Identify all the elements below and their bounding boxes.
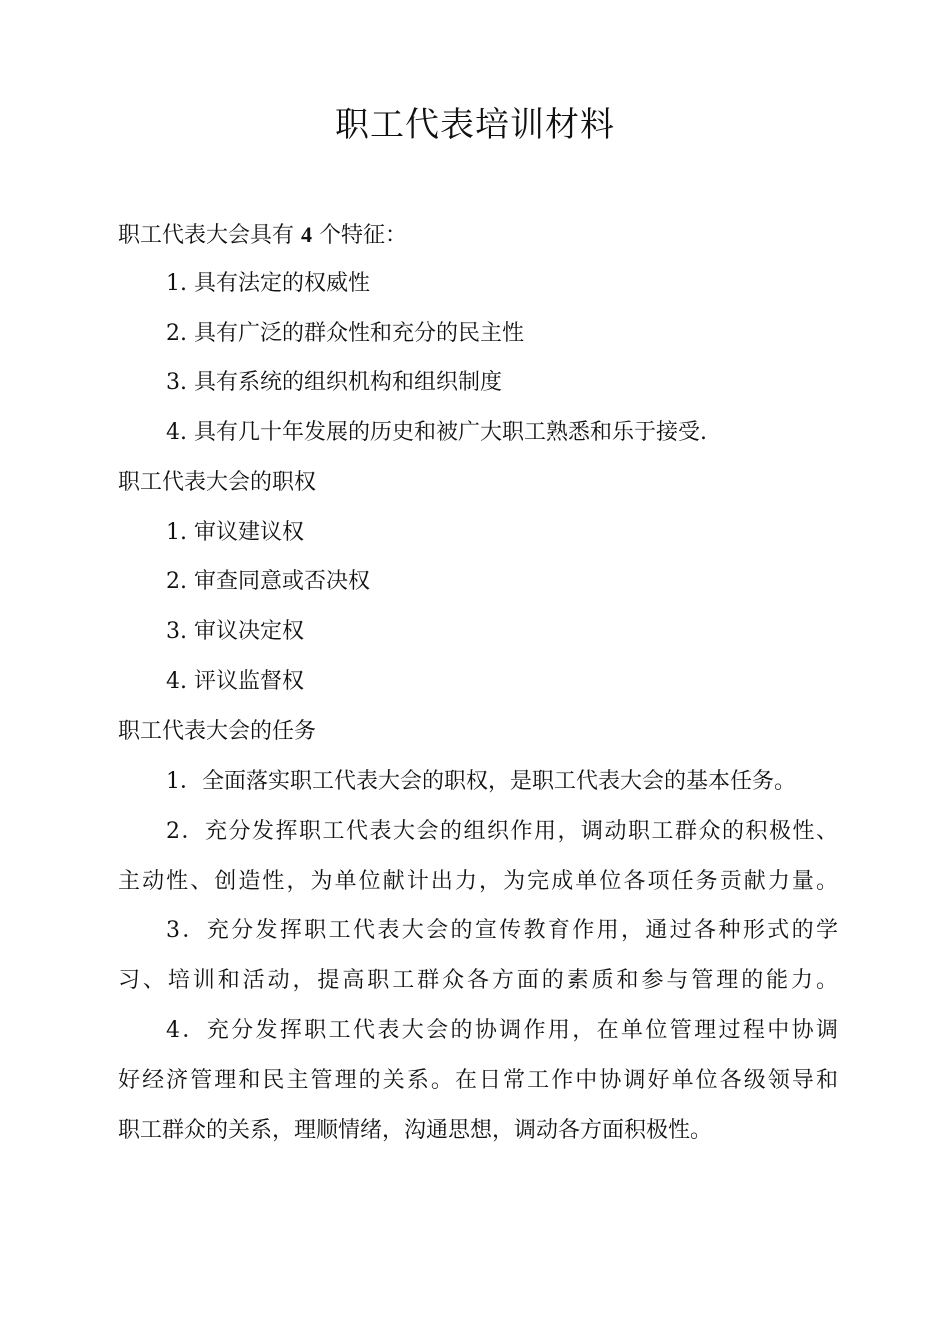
task-paragraph-2-line-1: 2．充分发挥职工代表大会的组织作用，调动职工群众的积极性、 — [166, 819, 838, 844]
section2-item-4: 4. 评议监督权 — [166, 669, 304, 694]
section1-item-2: 2. 具有广泛的群众性和充分的民主性 — [166, 321, 524, 346]
section1-item-1: 1. 具有法定的权威性 — [166, 271, 370, 296]
task-paragraph-4-line-3: 职工群众的关系，理顺情绪，沟通思想，调动各方面积极性。 — [118, 1118, 713, 1143]
section1-heading-post: 个特征： — [312, 223, 407, 248]
section2-item-1: 1. 审议建议权 — [166, 520, 304, 545]
section1-heading-pre: 职工代表大会具有 — [118, 223, 301, 248]
task-paragraph-1: 1．全面落实职工代表大会的职权，是职工代表大会的基本任务。 — [166, 769, 796, 794]
task-paragraph-4-line-2: 好经济管理和民主管理的关系。在日常工作中协调好单位各级领导和 — [118, 1068, 838, 1093]
section1-heading — [118, 220, 838, 251]
section1-heading-number: 4 — [301, 222, 312, 247]
section1-item-3: 3. 具有系统的组织机构和组织制度 — [166, 370, 502, 395]
task-paragraph-2-line-2: 主动性、创造性，为单位献计出力，为完成单位各项任务贡献力量。 — [118, 869, 838, 894]
section1-item-4: 4. 具有几十年发展的历史和被广大职工熟悉和乐于接受. — [166, 420, 707, 445]
document-title: 职工代表培训材料 — [335, 105, 615, 145]
task-paragraph-3-line-2: 习、培训和活动，提高职工群众各方面的素质和参与管理的能力。 — [118, 968, 838, 993]
section3-heading: 职工代表大会的任务 — [118, 719, 317, 744]
task-paragraph-3-line-1: 3．充分发挥职工代表大会的宣传教育作用，通过各种形式的学 — [166, 918, 838, 943]
section2-item-2: 2. 审查同意或否决权 — [166, 569, 370, 594]
section2-heading: 职工代表大会的职权 — [118, 470, 317, 495]
task-paragraph-4-line-1: 4．充分发挥职工代表大会的协调作用，在单位管理过程中协调 — [166, 1018, 838, 1043]
section2-item-3: 3. 审议决定权 — [166, 619, 304, 644]
